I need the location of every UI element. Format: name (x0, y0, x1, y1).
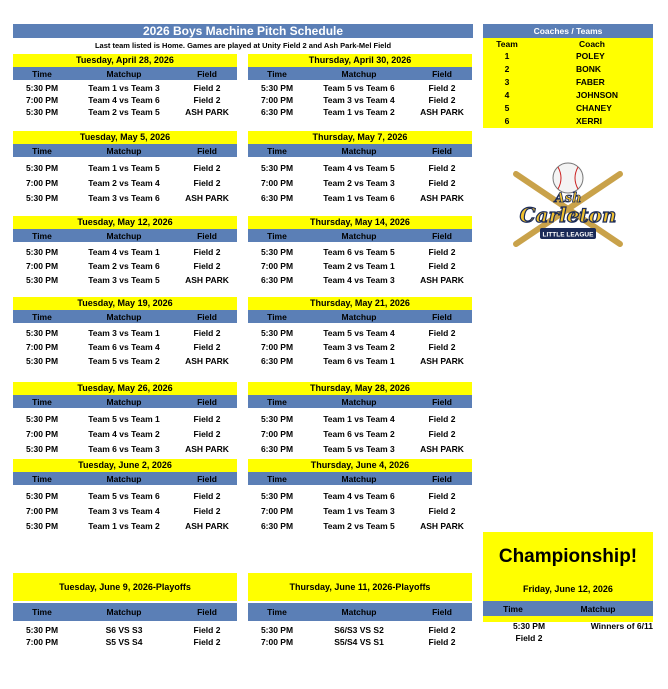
coach-name: CHANEY (576, 103, 612, 113)
coach-team-number: 4 (504, 90, 510, 100)
game-matchup: Team 4 vs Team 1 (88, 247, 160, 257)
game-time: 7:00 PM (260, 428, 294, 439)
game-matchup: Team 3 vs Team 4 (88, 505, 160, 516)
game-time: 6:30 PM (260, 275, 294, 285)
ash-carleton-little-league-logo (508, 160, 628, 255)
game-matchup: Team 2 vs Team 5 (88, 107, 160, 117)
coach-team-number: 2 (504, 64, 510, 74)
game-matchup: Team 4 vs Team 3 (323, 275, 395, 285)
game-row (248, 441, 472, 456)
game-matchup: Team 1 vs Team 5 (88, 162, 160, 173)
game-time: 6:30 PM (260, 192, 294, 203)
game-row (248, 106, 472, 118)
week-date-header: Tuesday, June 2, 2026 (13, 459, 237, 472)
game-row (248, 82, 472, 94)
col-matchup: Matchup (341, 68, 377, 79)
game-matchup: Team 4 vs Team 5 (323, 162, 395, 173)
game-field: ASH PARK (420, 107, 464, 117)
logo-text-carleton: Carleton (519, 203, 617, 227)
game-time: 5:30 PM (25, 490, 59, 501)
game-field: Field 2 (193, 328, 221, 338)
game-row (248, 160, 472, 175)
column-headers (248, 67, 472, 80)
game-time: 5:30 PM (260, 625, 294, 635)
coach-name: POLEY (576, 51, 605, 61)
game-field: Field 2 (193, 162, 221, 173)
week-block (13, 573, 237, 648)
game-field: Field 2 (193, 505, 221, 516)
game-row (13, 106, 237, 118)
game-matchup: Team 4 vs Team 2 (88, 428, 160, 439)
coach-name: BONK (576, 64, 602, 74)
coach-name: JOHNSON (576, 90, 619, 100)
game-row (13, 94, 237, 106)
game-row (13, 273, 237, 287)
week-date-header: Thursday, June 4, 2026 (248, 459, 472, 472)
game-time: 6:30 PM (260, 443, 294, 454)
week-block (13, 216, 237, 287)
week-date-header: Tuesday, May 12, 2026 (13, 216, 237, 229)
game-time: 5:30 PM (260, 247, 294, 257)
game-matchup: Team 3 vs Team 5 (88, 275, 160, 285)
game-field: Field 2 (428, 342, 456, 352)
col-matchup: Matchup (106, 145, 142, 156)
game-row (248, 426, 472, 441)
game-row (13, 245, 237, 259)
game-field: Field 2 (428, 490, 456, 501)
game-matchup: Team 1 vs Team 2 (323, 107, 395, 117)
week-date-header: Thursday, May 14, 2026 (248, 216, 472, 229)
col-field: Field (197, 68, 217, 79)
game-matchup: Team 5 vs Team 6 (323, 83, 395, 93)
game-matchup: Team 2 vs Team 6 (88, 261, 160, 271)
col-matchup: Matchup (341, 230, 377, 241)
game-field: Field 2 (428, 247, 456, 257)
week-block (248, 382, 472, 456)
week-block (13, 297, 237, 368)
championship-time: 5:30 PM (512, 621, 546, 631)
coach-name: XERRI (576, 116, 602, 126)
col-time: Time (32, 145, 52, 156)
game-matchup: Team 2 vs Team 5 (323, 520, 395, 531)
game-time: 5:30 PM (25, 107, 59, 117)
game-time: 7:00 PM (260, 342, 294, 352)
game-row (248, 259, 472, 273)
game-row (248, 190, 472, 205)
championship-date: Friday, June 12, 2026 (523, 584, 613, 594)
col-field: Field (197, 396, 217, 407)
game-time: 7:00 PM (25, 342, 59, 352)
game-field: Field 2 (428, 625, 456, 635)
column-headers (13, 67, 237, 80)
game-field: Field 2 (193, 261, 221, 271)
game-row (248, 636, 472, 648)
game-matchup: Team 1 vs Team 6 (323, 192, 395, 203)
game-time: 5:30 PM (25, 83, 59, 93)
baseball-icon (553, 163, 583, 193)
col-time: Time (267, 473, 287, 484)
column-headers (248, 310, 472, 323)
week-date-header: Thursday, May 7, 2026 (248, 131, 472, 144)
week-date-header: Tuesday, June 9, 2026-Playoffs (13, 573, 237, 601)
game-row (248, 518, 472, 533)
week-date-header: Tuesday, May 19, 2026 (13, 297, 237, 310)
column-headers (13, 144, 237, 157)
game-time: 7:00 PM (260, 637, 294, 647)
col-field: Field (432, 145, 452, 156)
game-matchup: Team 5 vs Team 3 (323, 443, 395, 454)
game-row (248, 488, 472, 503)
game-field: Field 2 (428, 162, 456, 173)
game-field: Field 2 (193, 83, 221, 93)
game-field: ASH PARK (420, 192, 464, 203)
col-matchup: Matchup (341, 145, 377, 156)
game-time: 5:30 PM (25, 413, 59, 424)
col-matchup: Matchup (106, 230, 142, 241)
coach-row (483, 63, 653, 76)
logo-text-ash: Ash (554, 191, 582, 206)
championship-row (483, 620, 653, 632)
game-matchup: Team 2 vs Team 4 (88, 177, 160, 188)
game-time: 5:30 PM (25, 356, 59, 366)
game-matchup: S6 VS S3 (105, 625, 143, 635)
game-row (13, 426, 237, 441)
game-field: ASH PARK (185, 520, 229, 531)
game-row (13, 160, 237, 175)
game-matchup: Team 6 vs Team 3 (88, 443, 160, 454)
game-row (248, 503, 472, 518)
game-matchup: Team 5 vs Team 1 (88, 413, 160, 424)
game-time: 7:00 PM (25, 177, 59, 188)
game-field: ASH PARK (420, 356, 464, 366)
game-field: ASH PARK (185, 275, 229, 285)
game-time: 5:30 PM (260, 328, 294, 338)
col-matchup: Matchup (341, 607, 377, 617)
column-headers (248, 395, 472, 408)
championship-heading: Championship! (498, 546, 638, 567)
game-row (13, 503, 237, 518)
coach-row (483, 102, 653, 115)
col-time: Time (503, 603, 523, 614)
game-matchup: Team 1 vs Team 2 (88, 520, 160, 531)
week-block (13, 131, 237, 205)
championship-table (483, 601, 653, 644)
coach-team-number: 5 (504, 103, 510, 113)
game-field: Field 2 (428, 177, 456, 188)
week-block (248, 216, 472, 287)
game-field: Field 2 (193, 413, 221, 424)
game-row (248, 175, 472, 190)
game-field: Field 2 (428, 95, 456, 105)
col-time: Time (267, 145, 287, 156)
column-headers (248, 472, 472, 485)
col-matchup: Matchup (106, 311, 142, 322)
championship-matchup: Winners of 6/11 (590, 621, 653, 631)
col-field: Field (197, 311, 217, 322)
schedule-subtitle: Last team listed is Home. Games are played at Unity Field 2 and Ash Park-Mel Field (94, 41, 392, 50)
col-field: Field (197, 230, 217, 241)
game-field: ASH PARK (420, 275, 464, 285)
game-field: Field 2 (193, 95, 221, 105)
game-row (13, 82, 237, 94)
game-time: 7:00 PM (25, 261, 59, 271)
game-matchup: Team 5 vs Team 4 (323, 328, 395, 338)
game-row (13, 259, 237, 273)
game-matchup: Team 2 vs Team 1 (323, 261, 395, 271)
game-matchup: Team 2 vs Team 3 (323, 177, 395, 188)
week-date-header: Thursday, April 30, 2026 (248, 54, 472, 67)
game-row (13, 411, 237, 426)
game-time: 7:00 PM (260, 505, 294, 516)
game-time: 6:30 PM (260, 356, 294, 366)
game-row (13, 340, 237, 354)
coach-row (483, 115, 653, 128)
game-time: 5:30 PM (25, 192, 59, 203)
game-field: Field 2 (428, 413, 456, 424)
game-matchup: S6/S3 VS S2 (334, 625, 384, 635)
game-matchup: Team 6 vs Team 2 (323, 428, 395, 439)
game-time: 6:30 PM (260, 520, 294, 531)
game-time: 5:30 PM (25, 520, 59, 531)
col-field: Field (197, 473, 217, 484)
game-matchup: Team 5 vs Team 6 (88, 490, 160, 501)
week-block (248, 54, 472, 118)
column-headers (248, 229, 472, 242)
game-field: ASH PARK (420, 520, 464, 531)
game-time: 7:00 PM (260, 95, 294, 105)
col-time: Time (32, 607, 52, 617)
game-matchup: Team 4 vs Team 6 (323, 490, 395, 501)
col-matchup: Matchup (580, 603, 616, 614)
week-block (248, 131, 472, 205)
game-field: Field 2 (428, 261, 456, 271)
col-field: Field (197, 607, 217, 617)
game-time: 5:30 PM (25, 162, 59, 173)
championship-field: Field 2 (515, 633, 543, 643)
col-time: Time (267, 396, 287, 407)
championship-field-row (483, 632, 653, 644)
week-block (13, 459, 237, 533)
col-field: Field (432, 230, 452, 241)
col-time: Time (32, 311, 52, 322)
game-time: 7:00 PM (25, 637, 59, 647)
coach-name: FABER (576, 77, 605, 87)
game-time: 7:00 PM (25, 95, 59, 105)
game-matchup: Team 6 vs Team 5 (323, 247, 395, 257)
game-time: 5:30 PM (260, 83, 294, 93)
week-date-header: Thursday, June 11, 2026-Playoffs (248, 573, 472, 601)
game-matchup: Team 3 vs Team 4 (323, 95, 395, 105)
week-date-header: Thursday, May 28, 2026 (248, 382, 472, 395)
coaches-col-team: Team (496, 39, 518, 49)
col-time: Time (32, 396, 52, 407)
game-field: ASH PARK (185, 107, 229, 117)
week-date-header: Tuesday, May 26, 2026 (13, 382, 237, 395)
game-matchup: Team 4 vs Team 6 (88, 95, 160, 105)
coach-team-number: 6 (504, 116, 510, 126)
game-time: 6:30 PM (260, 107, 294, 117)
game-row (248, 273, 472, 287)
game-field: Field 2 (193, 490, 221, 501)
game-row (13, 326, 237, 340)
game-row (248, 411, 472, 426)
game-field: Field 2 (428, 328, 456, 338)
column-headers (248, 603, 472, 621)
coach-team-number: 1 (504, 51, 510, 61)
game-time: 5:30 PM (260, 162, 294, 173)
column-headers (13, 472, 237, 485)
game-time: 5:30 PM (25, 275, 59, 285)
col-field: Field (432, 68, 452, 79)
game-field: Field 2 (428, 428, 456, 439)
game-field: ASH PARK (185, 443, 229, 454)
week-date-header: Tuesday, April 28, 2026 (13, 54, 237, 67)
game-row (248, 326, 472, 340)
game-time: 5:30 PM (260, 413, 294, 424)
col-matchup: Matchup (106, 396, 142, 407)
col-time: Time (32, 230, 52, 241)
coaches-col-coach: Coach (579, 39, 605, 49)
game-field: Field 2 (193, 247, 221, 257)
col-time: Time (267, 68, 287, 79)
col-time: Time (267, 230, 287, 241)
col-matchup: Matchup (341, 396, 377, 407)
game-field: Field 2 (428, 83, 456, 93)
col-field: Field (432, 473, 452, 484)
game-time: 5:30 PM (260, 490, 294, 501)
coaches-header: Coaches / Teams (483, 24, 653, 38)
game-field: Field 2 (193, 637, 221, 647)
week-date-header: Thursday, May 21, 2026 (248, 297, 472, 310)
week-block (13, 54, 237, 118)
game-matchup: Team 1 vs Team 3 (88, 83, 160, 93)
column-headers (248, 144, 472, 157)
game-row (13, 175, 237, 190)
game-row (248, 354, 472, 368)
game-matchup: S5 VS S4 (105, 637, 143, 647)
col-matchup: Matchup (341, 473, 377, 484)
column-headers (13, 310, 237, 323)
game-matchup: Team 3 vs Team 6 (88, 192, 160, 203)
game-row (13, 624, 237, 636)
coach-row (483, 76, 653, 89)
col-field: Field (432, 607, 452, 617)
col-field: Field (432, 311, 452, 322)
coach-row (483, 50, 653, 63)
game-row (13, 636, 237, 648)
col-field: Field (432, 396, 452, 407)
game-field: Field 2 (193, 177, 221, 188)
game-matchup: Team 6 vs Team 4 (88, 342, 160, 352)
col-matchup: Matchup (341, 311, 377, 322)
col-time: Time (267, 311, 287, 322)
game-matchup: S5/S4 VS S1 (334, 637, 384, 647)
coach-team-number: 3 (504, 77, 510, 87)
column-headers (13, 395, 237, 408)
col-matchup: Matchup (106, 607, 142, 617)
game-field: Field 2 (428, 505, 456, 516)
week-block (13, 382, 237, 456)
game-matchup: Team 6 vs Team 1 (323, 356, 395, 366)
week-date-header: Tuesday, May 5, 2026 (13, 131, 237, 144)
week-block (248, 297, 472, 368)
game-field: Field 2 (428, 637, 456, 647)
column-headers (13, 229, 237, 242)
coach-row (483, 89, 653, 102)
col-time: Time (267, 607, 287, 617)
schedule-title: 2026 Boys Machine Pitch Schedule (13, 24, 473, 38)
game-field: Field 2 (193, 428, 221, 439)
week-block (248, 459, 472, 533)
game-matchup: Team 1 vs Team 4 (323, 413, 395, 424)
game-time: 7:00 PM (260, 177, 294, 188)
week-block (248, 573, 472, 648)
col-matchup: Matchup (106, 473, 142, 484)
col-field: Field (197, 145, 217, 156)
game-time: 7:00 PM (260, 261, 294, 271)
game-row (13, 190, 237, 205)
game-matchup: Team 1 vs Team 3 (323, 505, 395, 516)
game-row (248, 245, 472, 259)
game-matchup: Team 3 vs Team 2 (323, 342, 395, 352)
game-field: ASH PARK (185, 356, 229, 366)
game-row (248, 624, 472, 636)
game-field: ASH PARK (420, 443, 464, 454)
game-row (13, 354, 237, 368)
game-row (248, 340, 472, 354)
game-time: 5:30 PM (25, 328, 59, 338)
col-time: Time (32, 68, 52, 79)
game-time: 5:30 PM (25, 247, 59, 257)
game-time: 7:00 PM (25, 428, 59, 439)
game-time: 7:00 PM (25, 505, 59, 516)
game-matchup: Team 5 vs Team 2 (88, 356, 160, 366)
game-time: 5:30 PM (25, 625, 59, 635)
game-time: 5:30 PM (25, 443, 59, 454)
championship-column-headers (483, 601, 653, 616)
column-headers (13, 603, 237, 621)
game-matchup: Team 3 vs Team 1 (88, 328, 160, 338)
game-row (248, 94, 472, 106)
game-field: Field 2 (193, 625, 221, 635)
coaches-table (483, 24, 653, 128)
logo-text-little-league: LITTLE LEAGUE (542, 231, 594, 239)
coaches-column-headers (483, 38, 653, 50)
game-row (13, 518, 237, 533)
game-row (13, 441, 237, 456)
game-field: Field 2 (193, 342, 221, 352)
game-field: ASH PARK (185, 192, 229, 203)
col-time: Time (32, 473, 52, 484)
col-matchup: Matchup (106, 68, 142, 79)
game-row (13, 488, 237, 503)
